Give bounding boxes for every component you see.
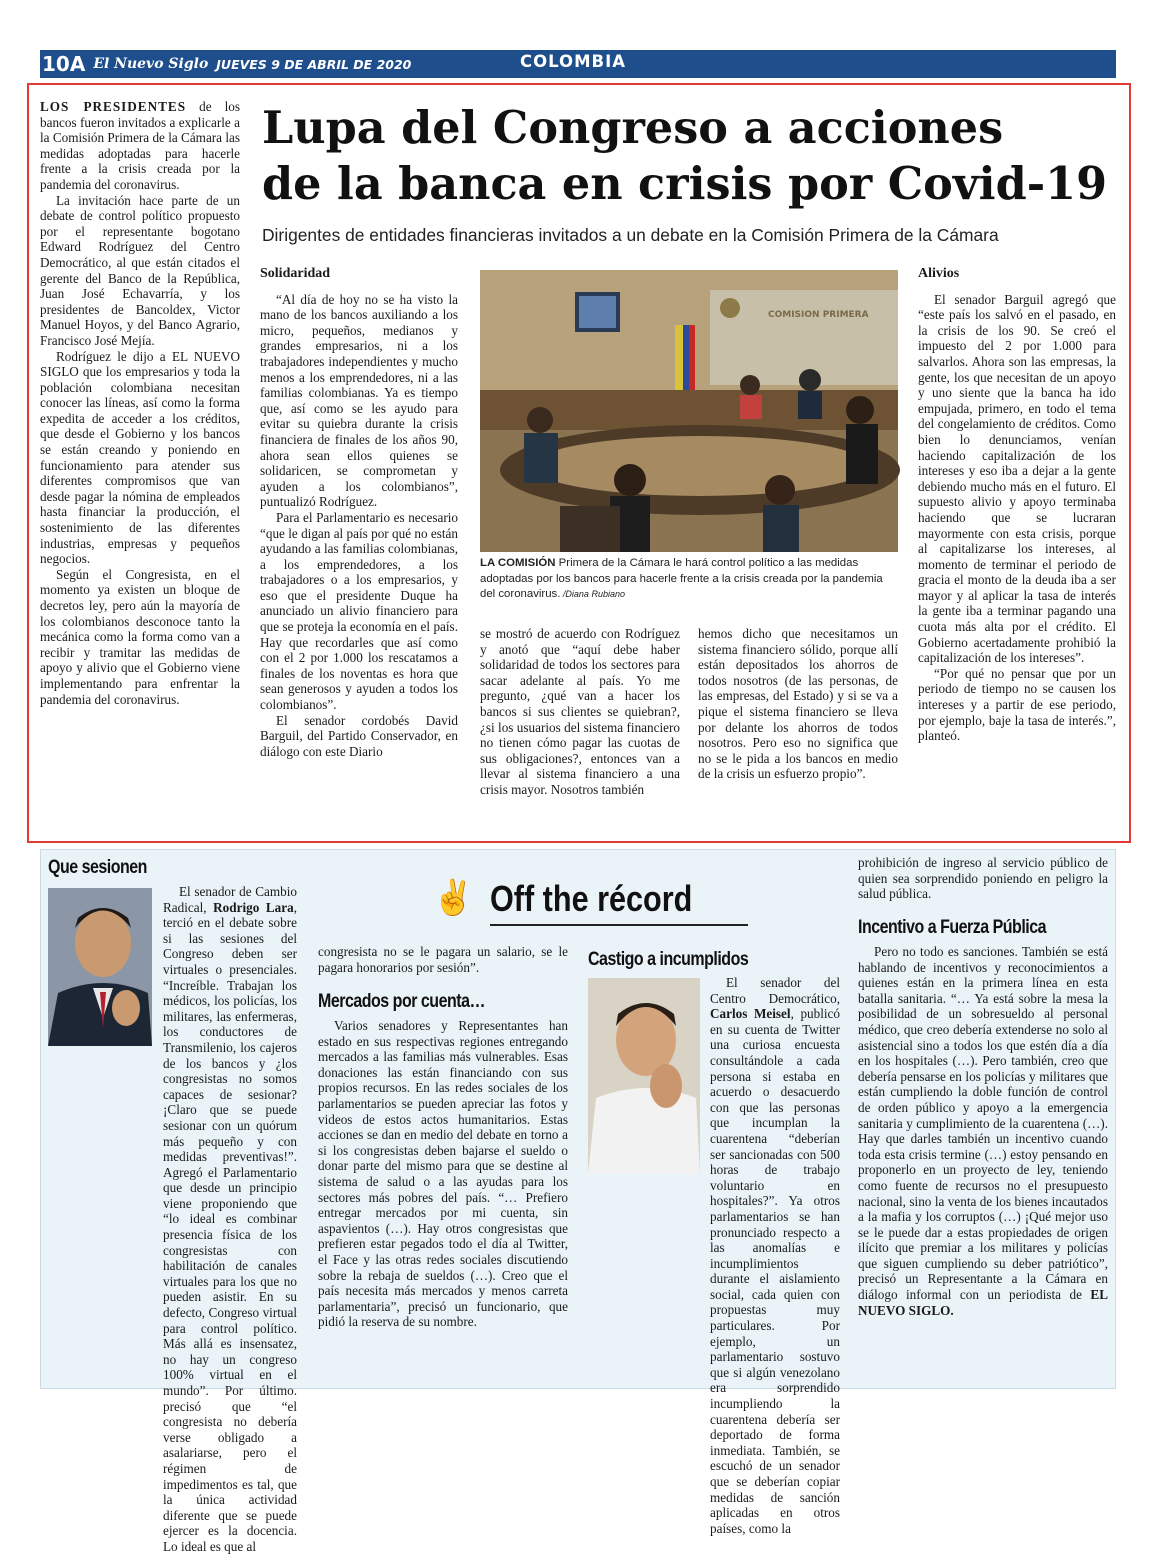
story3-intro: El senador del Centro Democrático,	[710, 975, 840, 1006]
paragraph: “Por qué no pensar que por un periodo de tiempo no se causen los intereses y a partir de ese periodo, por ejemplo, baje la tasa de interés.”, planteó.	[918, 665, 1116, 744]
off-the-record-title: Off the récord	[490, 878, 693, 919]
headline-line-1: Lupa del Congreso a acciones	[262, 102, 1004, 154]
paragraph: “Al día de hoy no se ha visto la mano de los bancos auxiliando a los micro, pequeños, medianos y grandes empresarios, ni a los trabajadores independientes y mucho menos a los emprendedores, ni a las familias colombianas. Ya es tiempo que, así como se les ayudo para evitar su quiebra durante la crisis financiera de finales de los años 90, ahora sean ellos quienes se solidaricen, se comprometan y ayuden a los colombianos”, puntualizó Rodríguez.	[260, 291, 458, 510]
paragraph: Según el Congresista, en el momento ya existen un bloque de decretos ley, pero aún la mayoría de los colombianos desconoce tanto la mecánica como la forma como van a recibir y tramitar las medidas de apoyo y alivio que el Gobierno viene implementando para enfrentar la pandemia del coronavirus.	[40, 566, 240, 707]
story3-body: , publicó en su cuenta de Twitter una curiosa encuesta consultándole a cada persona si estaba en acuerdo o desacuerdo con que las personas que incumplan la cuarentena “deberían ser sancionadas con 500 horas de trabajo voluntario en hospitales?”. Ya otros parlamentarios se han pronunciado respecto a las anomalías e incumplimientos durante el aislamiento social, cada quien con propuestas muy particulares. Por ejemplo, un parlamentario sostuvo que si algún venezolano era sorprendido incumpliendo la cuarentena debería ser deportado de forma inmediata. También, se escuchó de un senador que se deberían copiar medidas de sanción aplicadas en otros países, como la	[710, 1006, 840, 1536]
article-subheadline: Dirigentes de entidades financieras invitados a un debate en la Comisión Primera de la Cámara	[262, 225, 999, 245]
section-name: COLOMBIA	[520, 52, 626, 71]
subhead-alivios: Alivios	[918, 266, 960, 281]
paragraph: El senador cordobés David Barguil, del Partido Conservador, en diálogo con este Diario	[260, 712, 458, 759]
story1-continuation	[318, 944, 568, 975]
story3-name: Carlos Meisel	[710, 1006, 791, 1022]
story2-body: Varios senadores y Representantes han estado en sus respectivas regiones entregando mercados a las familias más vulnerables. Esas donaciones las están financiando con sus propios recursos. En las redes sociales de los parlamentarios se pueden apreciar las fotos y videos de estos actos humanitarios. Estas acciones se dan en medio del debate en torno a si los congresistas deben bajarse el sueldo o donar parte del mismo para que se destine al sistema de salud o a las ayudas para los sectores más pobres del país. “… Prefiero entregar mercados por mi cuenta, sin aspavientos (…). Hay otros congresistas que prefieren estar pegados todo el día al Twitter, el Face y las otras redes sociales discutiendo sobre la rebaja de sueldos (…). Creo que el país necesita más mercados y menos carreta parlamentaria”, precisó un funcionario, que pidió la reserva de su nombre.	[318, 1018, 568, 1330]
story1-name: Rodrigo Lara	[213, 899, 294, 915]
story1-text-narrow	[163, 884, 297, 1555]
story1-end: congresista no se le pagara un salario, se le pagara honorarios por sesión”.	[318, 944, 568, 975]
newspaper-name: El Nuevo Siglo	[93, 56, 209, 72]
article-column-1	[40, 99, 240, 707]
story1-body: , terció en el debate sobre si las sesiones del Congreso deben ser virtuales o presenciales. “Increíble. Trabajan los médicos, los policías, los militares, las enfermeras, los conductores de Transmilenio, los cajeros de los bancos y ¿los congresistas no somos capaces de sesionar? ¡Claro que se puede sesionar con un quórum más pequeño y con medidas preventivas!”. Agregó el Parlamentario que desde un principio viene proponiendo que “lo ideal es combinar presencia física de los congresistas con habilitación de canales virtuales para los que no pueden asistir. En su defecto, Congreso virtual para control político. Más allá es insensatez, no hay un congreso 100% virtual en el mundo”. Por último. precisó que “el congresista no debería verse obligado a asalariarse, pero el régimen de impedimentos es tal, que la única actividad diferente que se puede ejercer es la docencia. Lo ideal es que al	[163, 899, 297, 1554]
victory-hand-icon: ✌	[432, 878, 475, 918]
paragraph: se mostró de acuerdo con Rodríguez y anotó que “aquí debe haber solidaridad de todos los sectores para sacar adelante al país. Yo me pregunto, ¿qué van a hacer los bancos si sus clientes se quiebran?, ¿si los usuarios del sistema financiero no tienen cómo pagar las cuotas de sus obligaciones?, entonces van a llevar al sistema financiero a una crisis mayor. Nosotros también	[480, 626, 680, 797]
photo-caption	[480, 556, 900, 603]
story4-text	[858, 944, 1108, 1318]
paragraph: El senador Barguil agregó que “este país los salvó en el pasado, en la crisis de los 90. Se creó el impuesto del 2 por 1.000 para salvarlos. Ahora son las empresas, la gente, los que necesitan de un apoyo y uno siente que la banca ha ido empujada, primero, en todo el tema del congelamiento de créditos. Como bien lo denunciamos, venían haciendo capitalización de los intereses y eso iba a dejar a la gente debiendo mucho más en el futuro. El supuesto alivio y apoyo terminaba haciendo que se lucraran mayormente con esta crisis, porque al capitalizarse los intereses, al momento de terminar el periodo de gracia el monto de la deuda iba a ser mayor y al aplicar la tasa de interés la gente iba a terminar pagando una cuota más alta por el crédito. El Gobierno acertadamente prohibió la capitalización de los intereses”.	[918, 291, 1116, 666]
paragraph: hemos dicho que necesitamos un sistema financiero sólido, porque allí están depositados los ahorros de todos nosotros (de las personas, de las empresas, del Estado) y si se va a pique el sistema financiero se lleva por delante los ahorros de todos nosotros. Pero eso no significa que no se le pida a los bancos en medio de la crisis un esfuerzo propio”.	[698, 626, 898, 782]
article-column-3	[480, 626, 680, 798]
committee-photo	[480, 270, 898, 552]
story2-text	[318, 1018, 568, 1330]
off-the-record-header	[432, 876, 748, 928]
paragraph: Para el Parlamentario es necesario “que le digan al país por qué no están ayudando a las familias colombianas, a los emprendedores, a los trabajadores o a los empresarios, y eso que el presidente Duque ha anunciado un alivio financiero para que se proteja la economía en el país. Hay que recordarles que así como con el 2 por 1.000 los rescatamos a finales de los noventas es hora que sean generosos y ayuden a todos los colombianos”.	[260, 509, 458, 713]
page-number: 10A	[42, 52, 86, 76]
story3-end: prohibición de ingreso al servicio público de quien sea sorprendido poniendo en peligro la salud pública.	[858, 855, 1108, 902]
room-sign: COMISION PRIMERA	[768, 310, 869, 320]
paragraph: La invitación hace parte de un debate de control político propuesto por el representante bogotano Edward Rodríguez del Centro Democrático, al que están citados el gerente del Banco de la República, Juan José Echavarría, y los presidentes de Bancoldex, Victor Manuel Hoyos, y del Banco Agrario, Francisco José Mejía.	[40, 192, 240, 348]
story-title-que-sesionen: Que sesionen	[48, 856, 147, 878]
lead-text: de los bancos fueron invitados a explicarle a la Comisión Primera de la Cámara las medidas adoptadas para hacerle frente a la crisis creada por la pandemia del coronavirus.	[40, 99, 241, 192]
story-title-castigo: Castigo a incumplidos	[588, 948, 749, 970]
carlos-meisel-illustration	[588, 978, 700, 1174]
story-title-mercados: Mercados por cuenta…	[318, 990, 485, 1012]
story4-paper: EL NUEVO SIGLO.	[858, 1287, 1108, 1318]
issue-date: JUEVES 9 DE ABRIL DE 2020	[216, 56, 412, 72]
caption-lead: LA COMISIÓN	[480, 557, 556, 569]
rodrigo-lara-illustration	[48, 888, 152, 1046]
headline-line-2: de la banca en crisis por Covid-19	[262, 158, 1108, 210]
rodrigo-lara-photo	[48, 888, 152, 1046]
carlos-meisel-photo	[588, 978, 700, 1174]
article-headline	[262, 100, 1122, 212]
lead-caps: LOS PRESIDENTES	[40, 99, 187, 114]
caption-text: Primera de la Cámara le hará control político a las medidas adoptadas por los bancos para hacerle frente a la crisis creada por la pandemia del coronavirus.	[480, 557, 883, 600]
story4-body: Pero no todo es sanciones. También se está hablando de incentivos y reconocimientos a quienes están en la primera línea en esta batalla sanitaria. “… Ya está sobre la mesa la posibilidad de un sobresueldo al personal médico, que creo debería extenderse no solo al asistencial sino a todos los que estén día a día en los hospitales (…). Pero también, creo que debería pensarse en los policías y militares que están cumpliendo la doble función de control de orden público y apoyo a la emergencia sanitaria y cumplimiento de la cuarentena (…). Hay que darles también un incentivo cuando toda esta crisis termine (…) estoy pensando en proponerlo en un proyecto de ley, teniendo como fuente de recursos no el presupuesto nacional, sino la venta de los bienes incautados a la mafia y los corruptos (…) ¡Qué mejor uso se le puede dar a estas propiedades de origen ilícito que premiar a los militares y policías que siguen cumpliendo su deber patriótico”, precisó un Representante a la Cámara en diálogo informal con un periodista de	[858, 944, 1108, 1303]
article-column-4	[698, 626, 898, 782]
subhead-solidaridad: Solidaridad	[260, 266, 331, 281]
story3-continuation	[858, 855, 1108, 902]
lead-paragraph	[40, 99, 240, 193]
story3-text-narrow	[710, 975, 840, 1536]
article-column-2	[260, 266, 458, 759]
photo-credit: /Diana Rubiano	[560, 589, 625, 599]
paragraph: Rodríguez le dijo a EL NUEVO SIGLO que los empresarios y toda la población colombiana necesitan conocer las líneas, así como la forma expedita de acceder a los créditos, que desde el Gobierno y los bancos se están creando y poniendo en funcionamiento para atender sus diferentes compromisos que van desde pagar la nómina de empleados hasta financiar la producción, el sostenimiento de las diferentes industrias, empresas y pequeños negocios.	[40, 348, 240, 567]
article-column-5	[918, 266, 1116, 744]
story-title-incentivo: Incentivo a Fuerza Pública	[858, 916, 1047, 938]
story1-intro: El senador de Cambio Radical,	[163, 884, 297, 915]
page-header-bar	[40, 50, 1116, 78]
title-underline	[490, 924, 748, 926]
